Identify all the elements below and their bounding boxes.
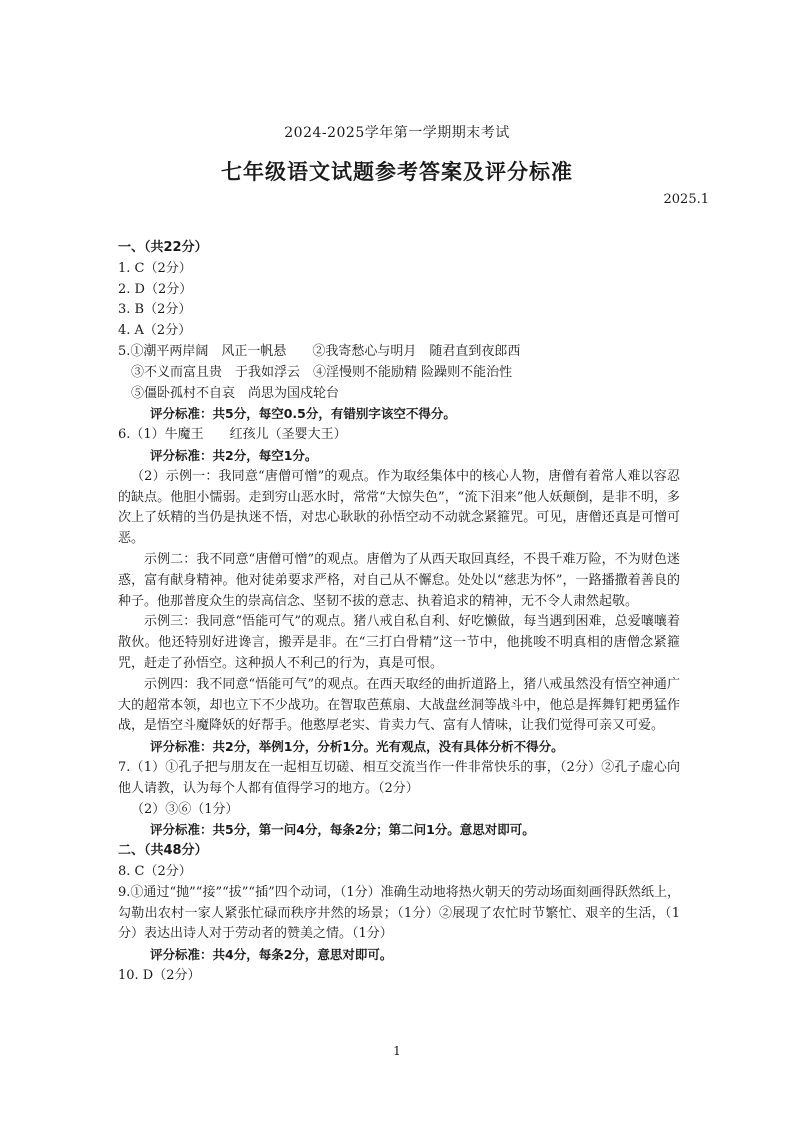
answer-q4: 4. A（2分） <box>118 323 192 339</box>
q5-scoring-rule: 评分标准：共5分，每空0.5分，有错别字该空不得分。 <box>150 406 456 422</box>
answer-q3: 3. B（2分） <box>118 302 192 318</box>
page-title: 七年级语文试题参考答案及评分标准 <box>221 160 573 184</box>
q6-example-1: （2）示例一：我同意“唐僧可憎”的观点。作为取经集体中的核心人物，唐僧有着常人难以容忍的缺点。他胆小懦弱。走到穷山恶水时，常常“大惊失色”，“流下泪来”他人妖颠倒，是非不明，多次上了妖精的当仍是执迷不悟，对忠心耿耿的孙悟空动不动就念紧箍咒。可见，唐僧还真是可憎可恶。 <box>118 468 680 547</box>
answer-q9: 9.①通过“抛”“接”“拔”“插”四个动词，（1分）准确生动地将热火朝天的劳动场面刻画得跃然纸上，勾勒出农村一家人紧张忙碌而秩序井然的场景；（1分）②展现了农忙时节繁忙、艰辛的生活，（1分）表达出诗人对于劳动者的赞美之情。（1分） <box>118 884 680 942</box>
answer-q7-part1: 7.（1）①孔子把与朋友在一起相互切磋、相互交流当作一件非常快乐的事，（2分）②孔子虚心向他人请教，认为每个人都有值得学习的地方。（2分） <box>118 759 680 796</box>
answer-q10: 10. D（2分） <box>118 967 201 983</box>
answer-q7-part2: （2）③⑥（1分） <box>131 801 239 817</box>
q6-part2-scoring-rule: 评分标准：共2分，举例1分，分析1分。光有观点，没有具体分析不得分。 <box>150 739 564 755</box>
answer-q1: 1. C（2分） <box>118 260 192 276</box>
q7-scoring-rule: 评分标准：共5分，第一问4分，每条2分；第二问1分。意思对即可。 <box>150 822 535 838</box>
q6-example-4: 示例四：我不同意“悟能可气”的观点。在西天取经的曲折道路上，猪八戒虽然没有悟空神通广大的超常本领，却也立下不少战功。在智取芭蕉扇、大战盘丝洞等战斗中，他总是挥舞钉耙勇猛作战，是悟空斗魔降妖的好帮手。他憨厚老实、肯卖力气、富有人情味，让我们觉得可亲又可爱。 <box>118 676 680 734</box>
answer-q2: 2. D（2分） <box>118 281 193 297</box>
q6-part1-scoring-rule: 评分标准：共2分，每空1分。 <box>150 447 318 463</box>
answer-q5-line3: ⑤僵卧孤村不自哀 尚思为国戍轮台 <box>131 385 340 401</box>
section-2-heading: 二、（共48分） <box>118 843 208 859</box>
exam-date: 2025.1 <box>663 192 709 207</box>
q6-example-2: 示例二：我不同意“唐僧可憎”的观点。唐僧为了从西天取回真经，不畏千难万险，不为财色迷惑，富有献身精神。他对徒弟要求严格，对自己从不懈怠。处处以“慈悲为怀”，一路播撒着善良的种子。他那普度众生的崇高信念、坚韧不拔的意志、执着追求的精神，无不令人肃然起敬。 <box>118 551 680 609</box>
page-number: 1 <box>393 1044 401 1058</box>
answer-q6-part1: 6.（1）牛魔王 红孩儿（圣婴大王） <box>118 427 347 443</box>
section-1-heading: 一、（共22分） <box>118 240 208 255</box>
answer-q8: 8. C（2分） <box>118 863 192 879</box>
answer-q5-line1: 5.①潮平两岸阔 风正一帆悬 ②我寄愁心与明月 随君直到夜郎西 <box>118 343 521 359</box>
answer-content <box>118 238 680 987</box>
exam-subtitle: 2024-2025学年第一学期期末考试 <box>284 125 510 141</box>
answer-q5-line2: ③不义而富且贵 于我如浮云 ④淫慢则不能励精 险躁则不能治性 <box>131 364 513 380</box>
q9-scoring-rule: 评分标准：共4分，每条2分，意思对即可。 <box>150 947 393 963</box>
q6-example-3: 示例三：我同意“悟能可气”的观点。猪八戒自私自利、好吃懒做，每当遇到困难，总爱嚷嚷着散伙。他还特别好进谗言，搬弄是非。在“三打白骨精”这一节中，他挑唆不明真相的唐僧念紧箍咒，赶走了孙悟空。这种损人不利己的行为，真是可恨。 <box>118 614 680 671</box>
